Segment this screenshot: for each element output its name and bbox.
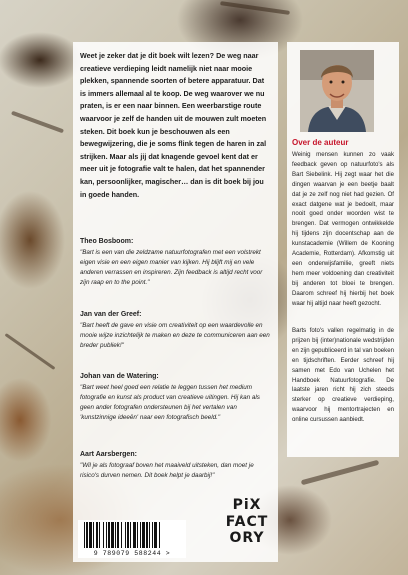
quote-text: "Bart weet heel goed een relatie te leggen tussen het medium fotografie en kunst als product van creatieve uitingen. Hij kan als geen ander fotografen ondersteunen bij het vertalen van 'kunstzinnige ideeën' naar een fotografisch beeld.": [80, 384, 260, 421]
quote-jan-van-der-greef: [80, 310, 272, 351]
quote-name: Johan van de Watering:: [80, 373, 159, 380]
barcode-bars-icon: [82, 522, 182, 548]
quote-name: Jan van der Greef:: [80, 311, 142, 318]
logo-line-1: PiX: [232, 497, 262, 513]
quote-name: Theo Bosboom:: [80, 238, 134, 245]
author-heading: Over de auteur: [292, 138, 349, 147]
logo-line-3: ORY: [229, 530, 265, 546]
pixfactory-logo: [222, 497, 272, 563]
author-bio-paragraph-2: Barts foto's vallen regelmatig in de prijzen bij (inter)nationale wedstrijden en zijn gepubliceerd in tal van boeken en tijdschriften. Eerder schreef hij samen met Edo van Uchelen het Handboek Natuurfotografie. De laatste jaren richt hij zich steeds sterker op creatieve verdieping, waarvoor hij mentortrajecten en online cursussen aanbiedt.: [292, 327, 394, 424]
author-portrait: [300, 50, 374, 132]
quote-text: "Wil je als fotograaf boven het maaiveld uitsteken, dan moet je risico's durven nemen. Dit boek helpt je daarbij!": [80, 462, 254, 479]
logo-line-2: FACT: [225, 513, 269, 530]
intro-text: Weet je zeker dat je dit boek wilt lezen? De weg naar creatieve verdieping leidt namelijk niet naar mooie plekken, spannende soorten of betere apparatuur. Dat is immers allemaal al te koop. De weg waarover we nu praten, is er een naar binnen. Een weerbarstige route waarvoor je zelf de handen uit de mouwen zult moeten steken. Dit boek kun je beschouwen als een bewegwijzering, die je soms flink tegen de haren in zal strijken. Maar als jij dat knagende gevoel kent dat er meer uit je fotografie valt te halen, dat het spannender kan, persoonlijker, magischer… dan is dit boek bij jou in goede handen.: [80, 51, 267, 199]
quote-johan-van-de-watering: [80, 372, 272, 423]
author-bio-paragraph-1: Weinig mensen kunnen zo vaak feedback geven op natuurfoto's als Bart Siebelink. Hij zegt waar het die dingen waarvan je een beetje baalt dat je ze zelf nog niet had gezien. Of exact datgene wat je bedoelt, maar nooit goed onder woorden wist te brengen. Dat vermogen ontwikkelde hij tijdens zijn docentschap aan de kunstacademie (Willem de Kooning Academie, Rotterdam). Afkomstig uit een onderwijsfamilie, greeft niets hem meer voldoening dan creativiteit bij anderen tot bloei te brengen. Daarom schreef hij hierbij het boek waar hij altijd naar heeft gezocht.: [292, 151, 394, 307]
quote-aart-aarsbergen: [80, 450, 272, 481]
isbn-number: 9 789079 588244 >: [93, 550, 171, 557]
background-crack: [220, 1, 290, 15]
quote-text: "Bart is een van die zeldzame natuurfotografen met een volstrekt eigen visie en een eigen manier van kijken. Hij blijft mij en vele anderen verrassen en inspireren. Zijn feedback is altijd recht voor zijn raap en to the point.": [80, 249, 263, 286]
isbn-barcode: [78, 520, 186, 558]
quote-theo-bosboom: [80, 237, 272, 288]
quote-text: "Bart heeft de gave en visie om creativiteit op een waardevolle en mooie wijze inzichtelijk te maken en deze te communiceren aan een breder publiek!": [80, 322, 270, 349]
quote-name: Aart Aarsbergen:: [80, 451, 137, 458]
background-crack: [5, 333, 56, 370]
background-crack: [301, 460, 380, 486]
portrait-illustration: [300, 50, 374, 132]
background-crack: [11, 111, 64, 134]
